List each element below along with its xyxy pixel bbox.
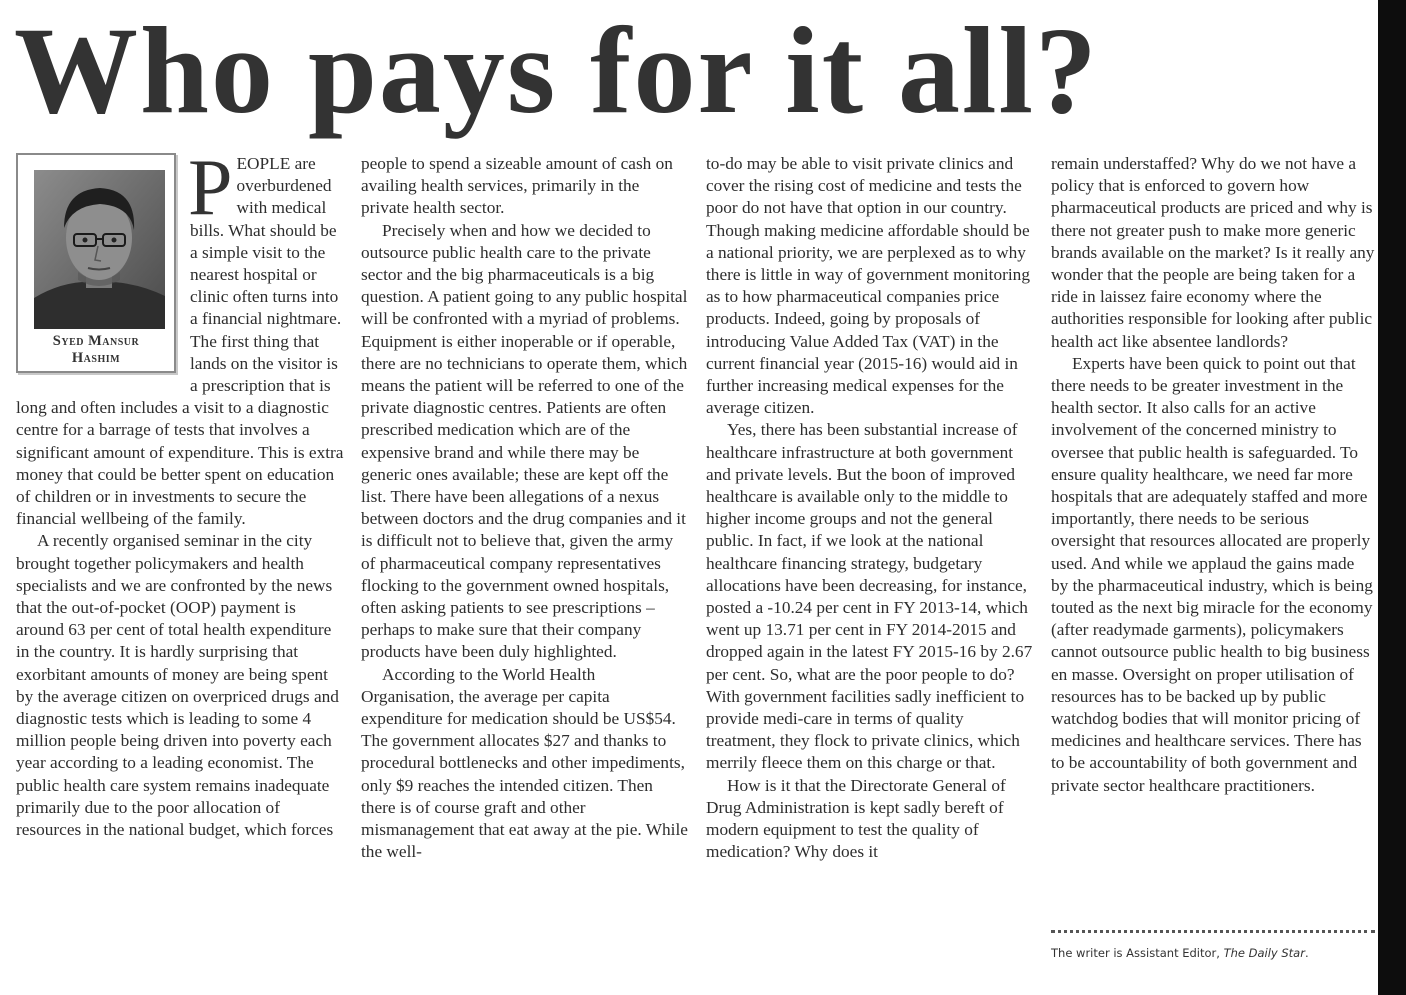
author-byline [18, 333, 174, 367]
paragraph: to-do may be able to visit private clinics and cover the rising cost of medicine and tests the poor do not have that option in our country. Though making medicine affordable should be a national priority, we are perplexed as to why there is little in way of government monitoring as to how pharmaceutical companies price products. Indeed, going by proposals of introducing Value Added Tax (VAT) in the current financial year (2015-16) would aid in further increasing medical expenses for the average citizen. [706, 154, 1030, 418]
paragraph: How is it that the Directorate General of Drug Administration is kept sadly bereft of modern equipment to test the quality of medication? Why does it [706, 775, 1006, 862]
publication-name: The Daily Star [1223, 946, 1305, 960]
article-column-3 [706, 153, 1036, 864]
author-note-suffix: . [1304, 946, 1309, 960]
paragraph: people to spend a sizeable amount of cash on availing health services, primarily in the private health sector. [361, 154, 673, 218]
paragraph: Precisely when and how we decided to outsource public health care to the private sector and the big pharmaceuticals is a big question. A patient going to any public hospital will be confronted with a myriad of problems. Equipment is either inoperable or if operable, there are no technicians to operate them, which means the patient will be referred to one of the private diagnostic centres. Patients are often prescribed medication which are of the expensive brand and while there may be generic ones available; these are kept off the list. There have been allegations of a nexus between doctors and the drug companies and it is difficult not to believe that, given the army of pharmaceutical company representatives flocking to the government owned hospitals, often asking patients to see prescriptions – perhaps to make sure that their company products have been duly highlighted. [361, 220, 688, 662]
paragraph: Experts have been quick to point out that there needs to be greater investment in the health sector. It also calls for an active involvement of the concerned ministry to oversee that public health is safeguarded. To ensure quality healthcare, we need far more hospitals that are adequately staffed and more importantly, there needs to be serious oversight that resources allocated are properly used. And while we applaud the gains made by the pharmaceutical industry, which is being touted as the next big miracle for the economy (after readymade garments), policymakers cannot outsource public health to big business en masse. Oversight on proper utilisation of resources has to be backed up by public watchdog bodies that will monitor pricing of medicines and healthcare services. There has to be accountability of both government and private sector healthcare practitioners. [1051, 353, 1373, 795]
drop-cap: P [188, 144, 233, 232]
author-portrait [34, 170, 165, 329]
paragraph: EOPLE are overburdened with medical bills. What should be a simple visit to the nearest hospital or clinic often turns into a financial nightmare. The first thing that lands on the visitor is a prescription that is long and often includes a visit to a diagnostic centre for a barrage of tests that involves a significant amount of expenditure. This is extra money that could be better spent on education of children or in investments to secure the financial wellbeing of the family. [16, 154, 344, 529]
author-photo-box [16, 153, 176, 373]
author-note-prefix: The writer is Assistant Editor, [1051, 946, 1224, 960]
article-column-1 [16, 144, 346, 841]
page-edge-bar [1378, 0, 1406, 995]
author-note [1051, 946, 1375, 960]
article-column-2 [361, 153, 691, 864]
author-name-line2: Hashim [71, 350, 121, 366]
paragraph: A recently organised seminar in the city brought together policymakers and health specialists and we are confronted by the news that the out-of-pocket (OOP) payment is around 63 per cent of total health expenditure in the country. It is hardly surprising that exorbitant amounts of money are being spent by the average citizen on overpriced drugs and diagnostic tests which is leading to some 4 million people being driven into poverty each year according to a leading economist. The public health care system remains inadequate primarily due to the poor allocation of resources in the national budget, which forces [16, 531, 339, 840]
author-name-line1: Syed Mansur [52, 333, 140, 349]
author-portrait-image [34, 170, 165, 329]
paragraph: Yes, there has been substantial increase of healthcare infrastructure at both government and private levels. But the boon of improved healthcare is available only to the middle to higher income groups and not the general public. In fact, if we look at the national healthcare financing strategy, budgetary allocations have been decreasing, for instance, posted a -10.24 per cent in FY 2013-14, which went up 13.71 per cent in FY 2014-2015 and dropped again in the latest FY 2015-16 by 2.67 per cent. So, what are the poor people to do? With government facilities sadly inefficient to provide medi-care in terms of quality treatment, they flock to private clinics, which merrily fleece them on this charge or that. [706, 420, 1033, 773]
paragraph: According to the World Health Organisation, the average per capita expenditure for medication should be US$54. The government allocates $27 and thanks to procedural bottlenecks and other impediments, only $9 reaches the intended citizen. Then there is of course graft and other mismanagement that eat away at the pie. While the well- [361, 664, 688, 862]
dotted-divider [1051, 930, 1375, 933]
article-column-4 [1051, 153, 1375, 797]
headline: Who pays for it all? [14, 2, 1099, 139]
paragraph: remain understaffed? Why do we not have a policy that is enforced to govern how pharmaceutical products are priced and why is there not greater push to make more generic brands available on the market? Is it really any wonder that the people are being taken for a ride in laissez faire economy where the authorities responsible for looking after public health act like absentee landlords? [1051, 154, 1375, 351]
